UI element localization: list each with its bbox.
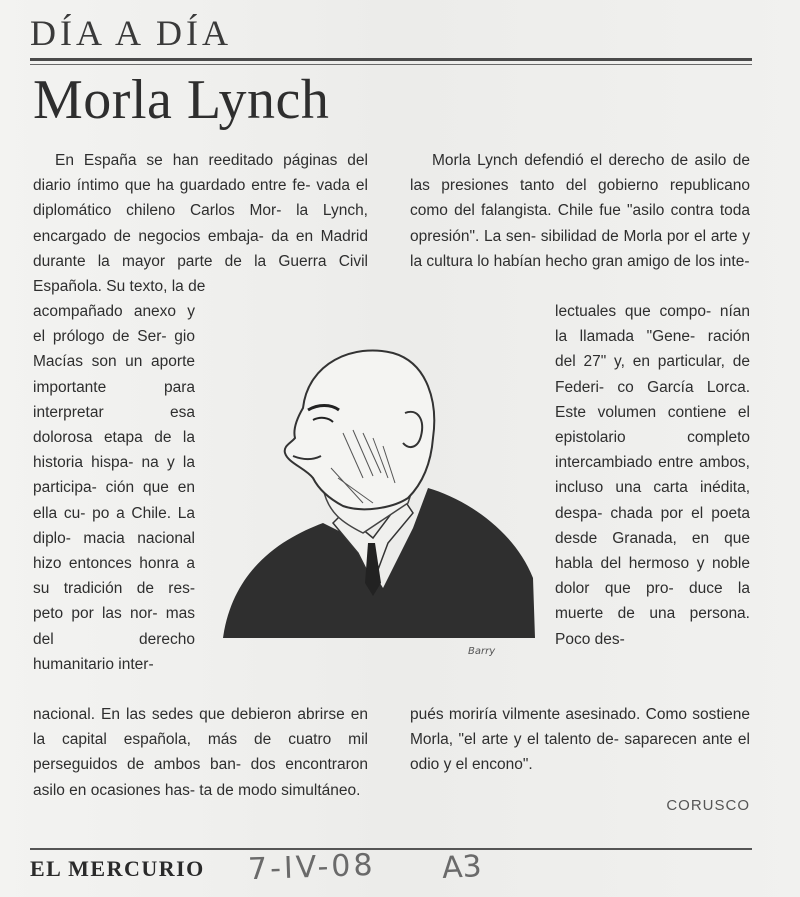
top-rule-thin (30, 64, 752, 65)
article-title: Morla Lynch (33, 69, 330, 131)
article-column-left-narrow (33, 299, 195, 677)
paragraph-left-bottom: nacional. En las sedes que debieron abrirse en la capital española, más de cuatro mil perseguidos de ambos ban- dos encontraron asilo en ocasiones has- ta de modo simultáneo. (33, 706, 368, 799)
newspaper-masthead: EL MERCURIO (30, 856, 205, 881)
section-heading: DÍA A DÍA (30, 13, 233, 53)
paragraph-right-narrow: lectuales que compo- nían la llamada "Gene- ración del 27" y, en particular, de Federi- co García Lorca. Este volumen contiene el epistolario completo intercambiado entre ambos, incluso una carta inédita, despa- chada por el poeta desde Granada, en que habla del hermoso y noble dolor que pro- duce la muerte de una persona. Poco des- (555, 303, 750, 648)
illustrator-signature: Barry (468, 646, 496, 657)
paragraph-left-narrow: acompañado anexo y el prólogo de Ser- gio Macías son un aporte importante para interpretar esa dolorosa etapa de la historia hispa- na y la participa- ción que en ella cu- po a Chile. La diplo- macia nacional hizo entonces honra a su tradición de res- peto por las nor- mas del derecho humanitario inter- (33, 303, 195, 673)
article-column-left-bottom (33, 702, 368, 803)
paragraph-right-bottom: pués moriría vilmente asesinado. Como sostiene Morla, "el arte y el talento de- saparecen ante el odio y el encono". (410, 706, 750, 774)
article-column-right-top (410, 148, 750, 274)
top-rule (30, 58, 752, 61)
article-column-left-top (33, 148, 368, 299)
paragraph-right-top: Morla Lynch defendió el derecho de asilo de las presiones tanto del gobierno republicano como del falangista. Chile fue "asilo contra toda opresión". La sen- sibilidad de Morla por el arte y la cultura lo habían hecho gran amigo de los inte- (410, 152, 750, 270)
portrait-illustration (213, 338, 538, 663)
paragraph-left-top: En España se han reeditado páginas del diario íntimo que ha guardado entre fe- vada el diplomático chileno Carlos Mor- la Lynch, encargado de negocios embaja- da en Madrid durante la mayor parte de la Guerra Civil Española. Su texto, la de (33, 152, 368, 296)
bottom-rule (30, 848, 752, 850)
article-column-right-narrow (555, 299, 750, 652)
handwritten-date: 7-IV-08 (247, 847, 377, 888)
portrait-head (285, 350, 435, 509)
article-column-right-bottom (410, 702, 750, 778)
author-credit: CORUSCO (666, 797, 750, 814)
handwritten-page: A3 (441, 848, 483, 887)
